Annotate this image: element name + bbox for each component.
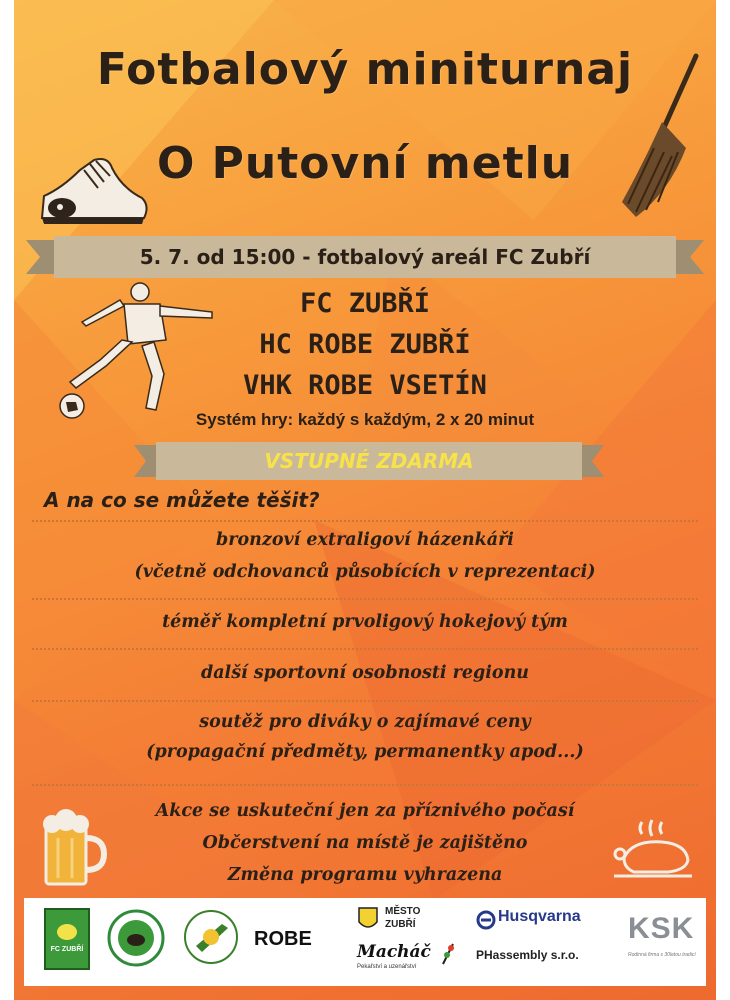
highlights-heading: A na co se můžete těšit? — [44, 488, 320, 512]
highlight-item: téměř kompletní prvoligový hokejový tým — [162, 612, 568, 632]
robe-logo: ROBE — [254, 928, 312, 950]
city-crest-icon — [357, 906, 379, 932]
team-1: FC ZUBŘÍ — [299, 288, 431, 319]
hockey-club-logo — [182, 906, 240, 968]
highlight-item: (včetně odchovanců působících v reprezentaci) — [134, 562, 596, 582]
poster-title-line1: Fotbalový miniturnaj — [96, 44, 634, 95]
phassembly-logo: PHassembly s.r.o. — [476, 948, 579, 962]
highlight-item: (propagační předměty, permanentky apod...) — [146, 742, 584, 762]
highlight-item: bronzoví extraligoví házenkáři — [216, 530, 514, 550]
ksk-logo: KSK Rodinná firma s 30letou tradicí — [628, 912, 696, 958]
event-poster — [14, 0, 716, 1000]
fc-zubri-logo: FC ZUBŘÍ — [44, 908, 90, 970]
divider — [32, 520, 698, 522]
mesto-zubri-logo: MĚSTO ZUBŘÍ — [357, 904, 447, 938]
divider — [32, 784, 698, 786]
team-2: HC ROBE ZUBŘÍ — [259, 329, 471, 360]
divider — [32, 700, 698, 702]
handball-club-logo — [106, 908, 166, 968]
roast-chicken-icon — [612, 818, 694, 884]
husqvarna-crown-icon — [476, 910, 496, 930]
date-ribbon — [26, 236, 704, 278]
divider — [32, 648, 698, 650]
poster-title-line2: O Putovní metlu — [156, 138, 574, 189]
football-boot-icon — [32, 148, 152, 228]
broom-icon — [614, 52, 704, 222]
admission-ribbon — [134, 442, 604, 480]
game-system: Systém hry: každý s každým, 2 x 20 minut — [195, 410, 535, 429]
wheat-icon — [439, 942, 457, 966]
date-venue-text: 5. 7. od 15:00 - fotbalový areál FC Zubří — [139, 245, 591, 269]
divider — [32, 598, 698, 600]
note-weather: Akce se uskuteční jen za příznivého počasí — [155, 801, 575, 821]
note-refreshments: Občerstvení na místě je zajištěno — [202, 833, 528, 853]
admission-text: VSTUPNÉ ZDARMA — [264, 449, 474, 473]
beer-mug-icon — [38, 808, 110, 888]
husqvarna-logo: Husqvarna — [476, 908, 606, 934]
note-program: Změna programu vyhrazena — [227, 865, 503, 885]
machac-logo: Macháč Pekařství a uzenářství — [357, 942, 467, 978]
bison-icon — [55, 920, 79, 942]
team-3: VHK ROBE VSETÍN — [243, 370, 487, 401]
highlight-item: další sportovní osobnosti regionu — [200, 663, 530, 683]
sponsors-bar — [24, 898, 706, 986]
highlight-item: soutěž pro diváky o zajímavé ceny — [199, 712, 531, 732]
